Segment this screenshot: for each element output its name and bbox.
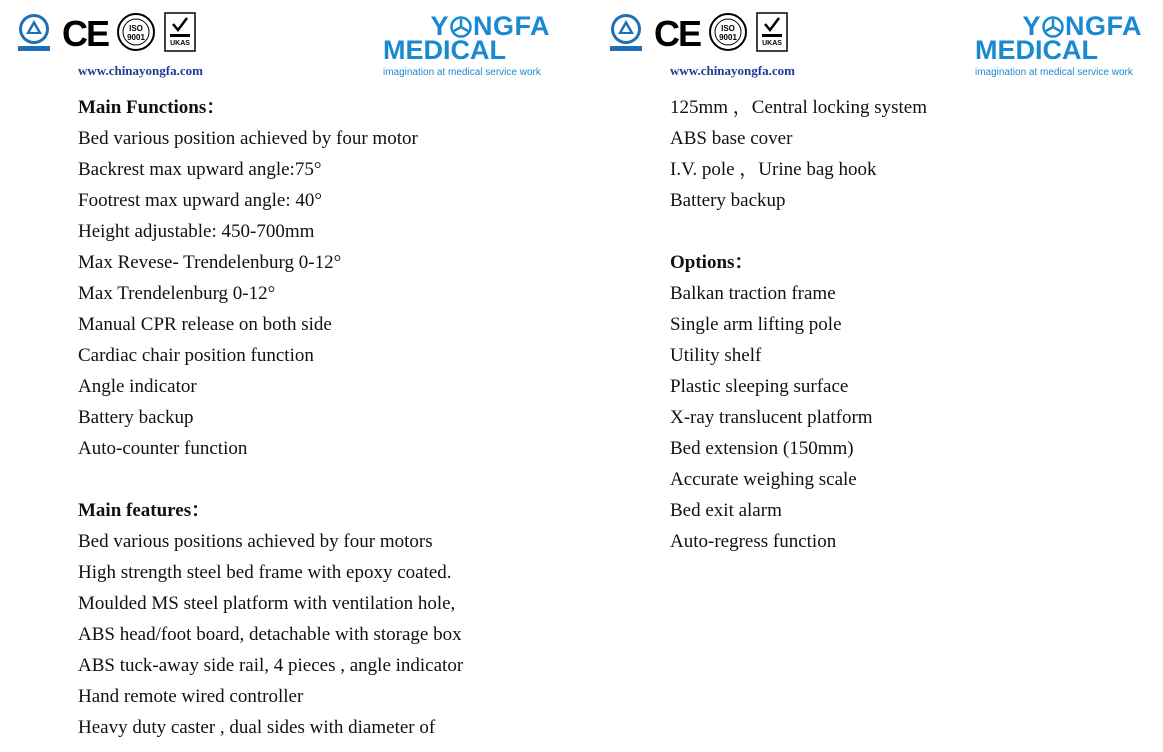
- list-item: Heavy duty caster , dual sides with diameter of: [78, 717, 436, 738]
- right-text-column: [670, 92, 927, 557]
- ce-mark: CE: [654, 13, 701, 54]
- ukas-badge: [756, 12, 788, 57]
- list-item: I.V. pole ，Urine bag hook: [670, 159, 877, 180]
- list-item: X-ray translucent platform: [670, 407, 873, 428]
- main-functions-section: [78, 92, 463, 743]
- list-item: Bed various positions achieved by four motors: [78, 531, 433, 552]
- list-item: Battery backup: [670, 190, 786, 211]
- list-item: Auto-regress function: [670, 531, 837, 552]
- brand-name-medical: MEDICAL: [975, 35, 1098, 65]
- main-features-heading: Main features：: [78, 500, 211, 521]
- list-item: Angle indicator: [78, 376, 197, 397]
- svg-text:ISO: ISO: [129, 23, 143, 33]
- tuv-rheinland-logo: [14, 12, 54, 57]
- brand-tagline: imagination at medical service work: [383, 67, 541, 78]
- list-item: Manual CPR release on both side: [78, 314, 332, 335]
- list-item: Backrest max upward angle:75°: [78, 159, 322, 180]
- list-item: Balkan traction frame: [670, 283, 836, 304]
- list-item: Utility shelf: [670, 345, 762, 366]
- svg-text:UKAS: UKAS: [170, 39, 190, 47]
- list-item: ABS tuck-away side rail, 4 pieces , angle indicator: [78, 655, 464, 676]
- tuv-rheinland-logo: [606, 12, 646, 57]
- brand-name-yongfa: Y NGFA: [430, 11, 550, 41]
- list-item: Max Revese- Trendelenburg 0-12°: [78, 252, 342, 273]
- list-item: Bed various position achieved by four motor: [78, 128, 418, 149]
- iso-9001-seal: [116, 12, 156, 57]
- list-item: Hand remote wired controller: [78, 686, 304, 707]
- list-item: ABS head/foot board, detachable with storage box: [78, 624, 462, 645]
- list-item: 125mm ，Central locking system: [670, 97, 928, 118]
- website-url[interactable]: www.chinayongfa.com: [670, 63, 795, 78]
- list-item: Bed extension (150mm): [670, 438, 854, 459]
- list-item: Max Trendelenburg 0-12°: [78, 283, 276, 304]
- list-item: Footrest max upward angle: 40°: [78, 190, 322, 211]
- options-heading: Options：: [670, 252, 754, 273]
- list-item: ABS base cover: [670, 128, 793, 149]
- certification-logos: [14, 12, 204, 56]
- svg-text:ISO: ISO: [721, 23, 735, 33]
- left-page: [0, 0, 580, 752]
- main-functions-heading: Main Functions：: [78, 97, 226, 118]
- right-page: [592, 0, 1163, 752]
- svg-text:9001: 9001: [719, 32, 737, 42]
- certification-logos: [606, 12, 796, 56]
- list-item: Single arm lifting pole: [670, 314, 842, 335]
- ce-mark: CE: [62, 13, 109, 54]
- list-item: Battery backup: [78, 407, 194, 428]
- list-item: Accurate weighing scale: [670, 469, 857, 490]
- list-item: Cardiac chair position function: [78, 345, 314, 366]
- brand-tagline: imagination at medical service work: [975, 67, 1133, 78]
- list-item: Auto-counter function: [78, 438, 248, 459]
- brand-name-yongfa: Y NGFA: [1022, 11, 1142, 41]
- list-item: Height adjustable: 450-700mm: [78, 221, 315, 242]
- svg-text:9001: 9001: [127, 32, 145, 42]
- website-url[interactable]: www.chinayongfa.com: [78, 63, 203, 78]
- section-gap: [670, 216, 927, 247]
- list-item: Plastic sleeping surface: [670, 376, 849, 397]
- iso-9001-seal: [708, 12, 748, 57]
- svg-text:UKAS: UKAS: [762, 39, 782, 47]
- list-item: Moulded MS steel platform with ventilation hole,: [78, 593, 456, 614]
- brand-name-medical: MEDICAL: [383, 35, 506, 65]
- section-gap: [78, 464, 463, 495]
- ukas-badge: [164, 12, 196, 57]
- list-item: Bed exit alarm: [670, 500, 782, 521]
- list-item: High strength steel bed frame with epoxy coated.: [78, 562, 452, 583]
